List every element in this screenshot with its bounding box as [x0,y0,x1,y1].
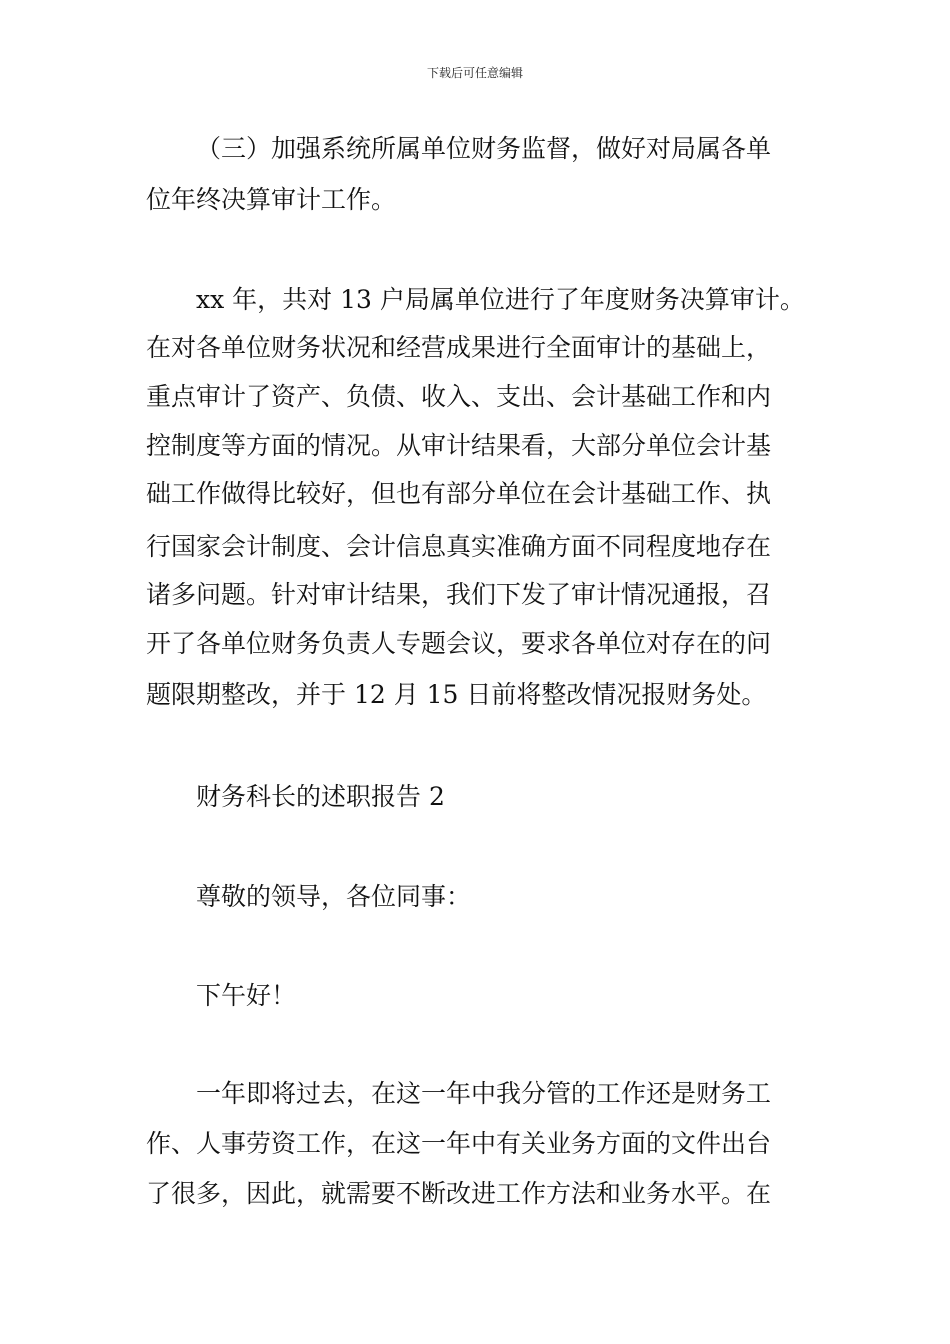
report-2-intro-line-1: 一年即将过去，在这一年中我分管的工作还是财务工 [196,1079,772,1108]
section-3-heading-line-1: （三）加强系统所属单位财务监督，做好对局属各单 [196,134,772,163]
report-2-intro-line-2: 作、人事劳资工作，在这一年中有关业务方面的文件出台 [146,1129,772,1158]
section-3-heading-line-2: 位年终决算审计工作。 [146,185,397,214]
report-2-title: 财务科长的述职报告 2 [196,782,445,811]
section-3-body-line-2: 在对各单位财务状况和经营成果进行全面审计的基础上， [146,333,772,362]
section-3-body-line-8: 开了各单位财务负责人专题会议，要求各单位对存在的问 [146,629,772,658]
section-3-body-line-9: 题限期整改，并于 12 月 15 日前将整改情况报财务处。 [146,680,767,709]
page-header-note: 下载后可任意编辑 [426,66,523,80]
report-2-intro-line-3: 了很多，因此，就需要不断改进工作方法和业务水平。在 [146,1179,772,1208]
section-3-body-line-5: 础工作做得比较好，但也有部分单位在会计基础工作、执 [146,479,772,508]
section-3-body-line-3: 重点审计了资产、负债、收入、支出、会计基础工作和内 [146,382,772,411]
section-3-body-line-1: xx 年，共对 13 户局属单位进行了年度财务决算审计。 [196,285,805,314]
section-3-body-line-6: 行国家会计制度、会计信息真实准确方面不同程度地存在 [146,532,772,561]
report-2-salutation: 尊敬的领导，各位同事： [196,882,472,911]
section-3-body-line-7: 诸多问题。针对审计结果，我们下发了审计情况通报，召 [146,580,772,609]
section-3-body-line-4: 控制度等方面的情况。从审计结果看，大部分单位会计基 [146,431,772,460]
report-2-greeting: 下午好！ [196,981,297,1010]
